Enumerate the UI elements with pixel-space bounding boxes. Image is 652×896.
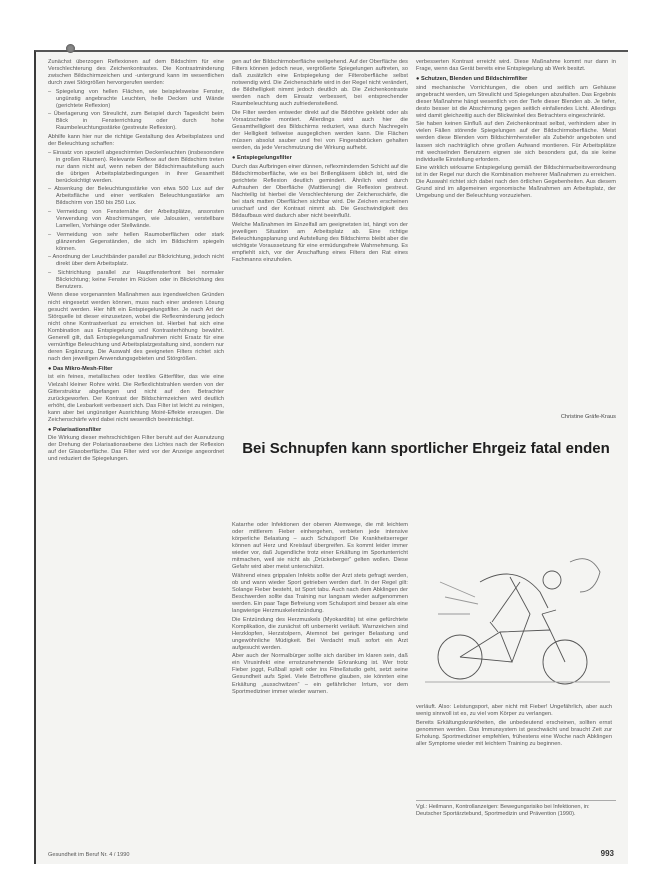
- paragraph: Bereits Erkältungskrankheiten, die unbedeutend erscheinen, sollten ernst genommen werden. Das Immunsystem ist geschwächt und braucht Zeit zur Erholung. Sportmediziner empfehlen, frühestens eine Woche nach Abklingen aller Symptome wieder mit leichtem Training zu beginnen.: [416, 719, 612, 747]
- article1-author: Christine Gräfe-Kraus: [560, 414, 616, 420]
- paragraph: Die Entzündung des Herzmuskels (Myokarditis) ist eine gefürchtete Komplikation, die zunächst oft unbemerkt verläuft. Warnzeichen sind Herzklopfen, Herzstolpern, Atemnot bei geringer Belastung und ungewöhnliche Müdigkeit. Bei Verdacht muß sofort ein Arzt aufgesucht werden.: [232, 616, 408, 651]
- paragraph: Katarrhe oder Infektionen der oberen Atemwege, die mit leichtem oder mittlerem Fieber einhergehen, verbieten jede intensive körperliche Belastung – auch Schulsport! Die Krankheitserreger können auf Herz und Kreislauf übergreifen. Es kommt leider immer wieder vor, daß Jugendliche trotz einer Erkältung im Sportunterricht mitmachen, weil sie nicht als „Drückeberger“ gelten wollen. Diese Gefahr wird aber meist unterschätzt.: [232, 522, 408, 571]
- article2-headline: Bei Schnupfen kann sportlicher Ehrgeiz fatal enden: [242, 440, 610, 457]
- paragraph: sind mechanische Vorrichtungen, die oben und seitlich am Gehäuse angebracht werden, um Streulicht und Spiegelungen abzuhalten. Das Ergebnis dieser Maßnahme hängt wesentlich von der Tiefe dieser Blenden ab. Je tiefer, desto besser ist die Abschirmung gegen seitlich einfallendes Licht. Allerdings wird damit gleichzeitig auch der Blickwinkel des Betrachters eingeschränkt.: [416, 84, 616, 119]
- paragraph: – Absenkung der Beleuchtungsstärke von etwa 500 Lux auf der Arbeitsfläche und einer vertikalen Beleuchtungsstärke am Bildschirm von 150 bis 250 Lux.: [48, 186, 224, 207]
- paragraph: – Sichtrichtung parallel zur Hauptfensterfront bei normaler Blickrichtung; keine Fenster im Rücken oder in Blickrichtung des Benutzers.: [48, 269, 224, 290]
- paragraph: – Überlagerung von Streulicht, zum Beispiel durch Tageslicht beim Blick in Fensterrichtung oder durch hohe Raumbeleuchtungsstärke (gestreute Reflexion).: [48, 111, 224, 132]
- paragraph: – Vermeidung von Fensternähe der Arbeitsplätze, ansonsten Verwendung von Abschirmungen, wie Jalousien, verstellbare Lamellen, Vorhänge oder Stellwände.: [48, 208, 224, 230]
- paragraph: Zunächst überzogen Reflexionen auf dem Bildschirm für eine Verschlechterung des Zeichenkontrastes. Die Kontrastminderung zwischen Bildschirmzeichen und -untergrund kann im wesentlichen durch zwei Störgrößen hervorgerufen werden:: [48, 59, 224, 87]
- footer-publication: Gesundheit im Beruf Nr. 4 / 1990: [48, 852, 130, 858]
- section-heading: ● Entspiegelungsfilter: [232, 155, 292, 162]
- author-line-wrap: [416, 412, 616, 421]
- cyclist-illustration: [420, 522, 616, 700]
- paragraph: Die Filter werden entweder direkt auf die Bildröhre geklebt oder als Vorsatzscheibe montiert. Allerdings wird auch hier die Gesamthelligkeit des Bildschirms reduziert, was durch Nachregeln der Helligkeit teilweise ausgeglichen werden kann. Die Flächen müssen absolut sauber und frei von Fingerabdrücken gehalten werden, da jede Verschmutzung die Wirkung aufhebt.: [232, 109, 408, 152]
- paragraph: Wenn diese vorgenannten Maßnahmen aus irgendwelchen Gründen nicht eingesetzt werden können, muss nach einer anderen Lösung gesucht werden. Hier hilft ein Entspiegelungsfilter. Je nach Art der Störquelle ist dieser einzusetzen, wobei die Reflexminderung jedoch nicht ohne Kontrastverlust zu erreichen ist. Hierbei hat sich eine Kombination aus Entspiegelung und Kontrasterhöhung bewährt. Generell gilt, daß Entspiegelungsmaßnahmen nicht Ersatz für eine vernünftige Beleuchtung und Arbeitsplatzgestaltung sind, sondern nur deren Ergänzung. Die Auswahl des geeigneten Filters richtet sich nach den jeweiligen Anwendungsgebieten und Störgrößen.: [48, 292, 224, 362]
- paragraph: Welche Maßnahmen im Einzelfall am geeignetsten ist, hängt von der jeweiligen Situation am Arbeitsplatz ab. Eine richtige Beleuchtungsplanung und Aufstellung des Bildschirms bleibt aber die wichtigste Voraussetzung für eine ermüdungsfreie Wahrnehmung. Es empfiehlt sich, vor der Anschaffung eines Filters den Rat eines Fachmanns einzuholen.: [232, 221, 408, 263]
- paragraph: – Vermeidung von sehr hellen Raumoberflächen oder stark glänzenden Gegenständen, die sich im Bildschirm spiegeln können.: [48, 231, 224, 252]
- article1-column-2: [232, 59, 408, 265]
- paragraph: Abhilfe kann hier nur die richtige Gestaltung des Arbeitsplatzes und der Beleuchtung schaffen:: [48, 133, 224, 148]
- paragraph: – Einsatz von speziell abgeschirmten Deckenleuchten (insbesondere in großen Räumen). Relevante Reflexe auf dem Bildschirm treten nur dann nicht auf, wenn neben der Bildschirmaufstellung auch die übrigen Arbeitsplatzbedingungen in ihrer Gesamtheit berücksichtigt werden.: [48, 149, 224, 184]
- section-heading: ● Polarisationsfilter: [48, 426, 102, 433]
- paragraph: Die Wirkung dieser mehrschichtigen Filter beruht auf der Ausnutzung der Drehung der Polarisationsebene des Lichtes nach der Reflexion auf der Glasoberfläche. Das Filter wird vor der Anzeige angeordnet und reduziert die Spiegelungen.: [48, 435, 224, 463]
- paragraph: gen auf der Bildschirmoberfläche weitgehend. Auf der Oberfläche des Filters können jedoch neue, vergrößerte Spiegelungen auftreten, so daß zusätzlich eine Entspiegelung der Filteroberfläche selbst notwendig wird. Die Zeichenschärfe wird in der Regel nicht verändert, die Bildhelligkeit nimmt jedoch deutlich ab. Die Zeichenkontraste werden nach dem Einsatz verbessert, bei entsprechender Raumbeleuchtung auch zufriedenstellend.: [232, 59, 408, 108]
- paragraph: ist ein feines, metallisches oder textiles Gitterfilter, das wie eine Vielzahl kleiner Rohre wirkt. Die Reflexlichtstrahlen werden von der Gitterstruktur abgefangen und nicht auf den Betrachter zurückgeworfen. Der Kontrast der Bildschirmzeichen wird deutlich erhöht, die Lesbarkeit verbessert sich. Das Filter ist leicht zu reinigen, kann aber bei ungünstiger Ausrichtung Moiré-Effekte erzeugen. Die Zeichenschärfe wird dabei nicht wesentlich beeinträchtigt.: [48, 374, 224, 423]
- paragraph: Durch das Aufbringen einer dünnen, reflexmindernden Schicht auf die Bildschirmoberfläche, wie es bei Brillengläsern üblich ist, wird die gerichtete Reflexion deutlich gemindert. Ähnlich wird durch Aufrauhen der Oberfläche (Matttierung) die Reflexion gestreut. Nachteilig ist hierbei die Verschlechterung der Zeichenschärfe, die bei stark matten Oberflächen sichtbar wird. Die Zeichen erscheinen unscharf und der Kontrast nimmt ab. Die Geschwindigkeit des Bildaufbaus wird dadurch aber nicht beeinflußt.: [232, 163, 408, 219]
- magazine-page: [34, 50, 628, 864]
- paragraph: verbesserten Kontrast erreicht wird. Diese Maßnahme kommt nur dann in Frage, wenn das Gerät bereits eine Entspiegelung ab Werk besitzt.: [416, 59, 616, 73]
- article1-column-1: [48, 59, 224, 465]
- punch-hole-top: [66, 44, 75, 53]
- page-number: 993: [600, 849, 614, 858]
- rider-head: [543, 571, 561, 589]
- paragraph: Sie haben keinen Einfluß auf den Zeichenkontrast selbst, verhindern aber in vielen Fällen störende Spiegelungen auf der Bildschirmoberfläche. Meist werden diese Blenden vom Bildschirmhersteller als Zubehör angeboten und lassen sich nachträglich ohne großen Aufwand montieren. Für Arbeitsplätze mit wechselnden Benutzern eignen sie sich besonders gut, da sie keine individuelle Einstellung erfordern.: [416, 121, 616, 163]
- paragraph: Aber auch der Normalbürger sollte sich darüber im klaren sein, daß ein Virusinfekt eine ernstzunehmende Erkrankung ist. Wer trotz Fieber joggt, Fußball spielt oder ins Fitneßstudio geht, setzt seine Gesundheit aufs Spiel. Viele Betroffene glauben, sie könnten eine Erkältung „ausschwitzen“ – ein gefährlicher Irrtum, vor dem Sportmediziner immer wieder warnen.: [232, 653, 408, 695]
- figure-caption: Vgl.: Heilmann, Kontrollanzeigen: Bewegungsrisiko bei Infektionen, in: Deutscher Sportärztebund, Sportmedizin und Prävention (1990).: [416, 800, 616, 818]
- paragraph: Eine wirklich wirksame Entspiegelung gemäß der Bildschirmarbeitsverordnung ist in der Regel nur durch die Kombination mehrerer Maßnahmen zu erreichen. Die Auswahl richtet sich dabei nach den örtlichen Gegebenheiten. Aus diesem Grund sind im allgemeinen ergonomische Maßnahmen am Arbeitsplatz, der Umgebung und der Beleuchtung vorzuziehen.: [416, 165, 616, 200]
- article2-column-2: [416, 704, 612, 749]
- section-heading: ● Schutzen, Blenden und Bildschirmfilter: [416, 76, 528, 83]
- article1-column-3: [416, 59, 616, 202]
- paragraph: – Spiegelung von hellen Flächen, wie beispielsweise Fenster, ungünstig angebrachte Leuchten, helle Decken und Wände (gerichtete Reflexion): [48, 88, 224, 109]
- section-heading: ● Das Mikro-Mesh-Filter: [48, 365, 113, 372]
- article2-column-1: [232, 522, 408, 697]
- paragraph: verläuft. Also: Leistungsport, aber nicht mit Fieber! Ungefährlich, aber auch wenig sinnvoll ist es, zu viel vom Körper zu verlangen.: [416, 704, 612, 718]
- paragraph: – Anordnung der Leuchtbänder parallel zur Blickrichtung, jedoch nicht direkt über dem Arbeitsplatz.: [48, 254, 224, 268]
- paragraph: Während eines grippalen Infekts sollte der Arzt stets gefragt werden, ob und wann wieder Sport getrieben werden darf. In der Regel gilt: Solange Fieber besteht, ist Sport tabu. Auch nach dem Abklingen der Beschwerden sollte das Training nur langsam wieder aufgenommen werden. Ein paar Tage Befreiung vom Schulsport sind besser als eine langwierige Herzmuskelentzündung.: [232, 572, 408, 615]
